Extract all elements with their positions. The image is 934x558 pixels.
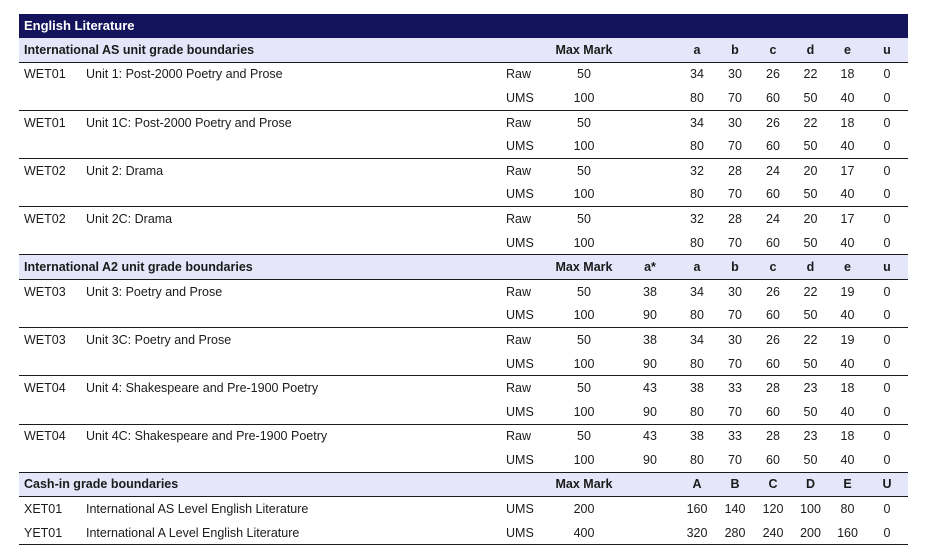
grade-header-empty (622, 472, 678, 497)
boundary-value: 20 (803, 163, 818, 178)
boundary-value: 0 (883, 115, 891, 130)
max-mark: 100 (546, 231, 622, 255)
unit-code: WET04 (24, 381, 66, 396)
max-mark: 100 (546, 304, 622, 328)
max-mark: 50 (577, 332, 591, 347)
mark-type: Raw (506, 115, 532, 130)
boundary-value: 26 (766, 332, 780, 347)
boundary-value: 50 (792, 400, 829, 424)
unit-code: WET02 (24, 163, 66, 178)
empty-cell (19, 352, 86, 376)
boundary-value: 80 (678, 448, 716, 472)
unit-name: Unit 2C: Drama (86, 211, 173, 226)
grade-header: b (716, 255, 754, 280)
max-mark: 100 (546, 448, 622, 472)
boundary-value: 34 (690, 332, 704, 347)
qualification-name: International A Level English Literature (86, 521, 506, 545)
boundary-value: 38 (643, 284, 657, 299)
grade-header: C (754, 472, 792, 497)
table-row (19, 231, 908, 255)
boundary-value: 80 (678, 400, 716, 424)
boundary-value: 70 (716, 183, 754, 207)
boundary-value: 0 (883, 429, 891, 444)
empty-cell (622, 231, 678, 255)
boundary-value: 22 (803, 284, 818, 299)
boundary-value: 0 (883, 502, 891, 517)
empty-cell (86, 352, 506, 376)
empty-cell (622, 62, 678, 86)
boundary-value: 0 (883, 284, 891, 299)
boundary-value: 28 (728, 211, 742, 226)
grade-header: d (792, 38, 829, 62)
grade-header: a* (622, 255, 678, 280)
empty-cell (622, 158, 678, 182)
section-header-row (19, 255, 908, 280)
boundary-value: 80 (678, 352, 716, 376)
boundary-value: 0 (883, 67, 891, 82)
grade-header: c (754, 38, 792, 62)
boundary-value: 70 (716, 231, 754, 255)
boundary-value: 28 (766, 381, 780, 396)
qualification-code: XET01 (24, 502, 63, 517)
unit-code: WET01 (24, 115, 66, 130)
unit-name: Unit 3C: Poetry and Prose (86, 332, 232, 347)
mark-type: Raw (506, 211, 532, 226)
section-heading: Cash-in grade boundaries (19, 472, 546, 497)
table-row (19, 207, 908, 231)
empty-cell (19, 231, 86, 255)
empty-cell (19, 304, 86, 328)
empty-cell (86, 448, 506, 472)
grade-header: e (829, 255, 866, 280)
boundary-value: 0 (883, 163, 891, 178)
boundary-value: 40 (829, 231, 866, 255)
unit-code: WET01 (24, 67, 66, 82)
boundary-value: 200 (792, 521, 829, 545)
table-row (19, 158, 908, 182)
max-mark: 100 (546, 400, 622, 424)
max-mark: 100 (546, 134, 622, 158)
boundary-value: 50 (792, 231, 829, 255)
mark-type: Raw (506, 381, 532, 396)
table-row (19, 86, 908, 110)
boundary-value: 40 (829, 304, 866, 328)
boundary-value: 24 (766, 211, 780, 226)
grade-header: u (866, 255, 908, 280)
empty-cell (86, 231, 506, 255)
boundary-value: 90 (622, 400, 678, 424)
grade-header: u (866, 38, 908, 62)
empty-cell (622, 110, 678, 134)
empty-cell (622, 497, 678, 521)
grade-boundaries-document (19, 14, 908, 545)
mark-type: UMS (506, 521, 546, 545)
grade-header: A (678, 472, 716, 497)
empty-cell (622, 86, 678, 110)
empty-cell (86, 134, 506, 158)
grade-header: E (829, 472, 866, 497)
table-row (19, 448, 908, 472)
boundary-value: 18 (840, 115, 855, 130)
boundary-value: 0 (883, 332, 891, 347)
empty-cell (622, 183, 678, 207)
unit-code: WET02 (24, 211, 66, 226)
boundary-value: 19 (840, 284, 855, 299)
boundary-value: 23 (803, 381, 818, 396)
boundary-value: 50 (792, 134, 829, 158)
boundary-value: 60 (754, 448, 792, 472)
boundary-value: 18 (840, 67, 855, 82)
max-mark: 50 (577, 284, 591, 299)
boundary-value: 22 (803, 67, 818, 82)
max-mark-header: Max Mark (546, 472, 622, 497)
table-row (19, 304, 908, 328)
boundary-value: 38 (690, 381, 704, 396)
max-mark: 50 (577, 163, 591, 178)
boundary-value: 34 (690, 284, 704, 299)
table-row (19, 183, 908, 207)
table-row (19, 376, 908, 400)
boundary-value: 33 (728, 381, 742, 396)
empty-cell (86, 86, 506, 110)
boundary-value: 0 (866, 352, 908, 376)
boundary-value: 50 (792, 183, 829, 207)
boundary-value: 33 (728, 429, 742, 444)
boundary-value: 80 (678, 183, 716, 207)
boundary-value: 32 (690, 163, 704, 178)
subject-title: English Literature (19, 14, 908, 38)
mark-type: Raw (506, 429, 532, 444)
grade-header: B (716, 472, 754, 497)
boundary-value: 22 (803, 332, 818, 347)
empty-cell (19, 448, 86, 472)
boundary-value: 280 (716, 521, 754, 545)
boundary-value: 40 (829, 86, 866, 110)
boundary-value: 0 (866, 304, 908, 328)
boundary-value: 34 (690, 67, 704, 82)
boundary-value: 38 (643, 332, 657, 347)
mark-type: UMS (506, 134, 546, 158)
boundary-value: 18 (840, 429, 855, 444)
mark-type: Raw (506, 163, 532, 178)
boundary-value: 43 (643, 429, 657, 444)
boundary-value: 60 (754, 400, 792, 424)
unit-name: Unit 4C: Shakespeare and Pre-1900 Poetry (86, 429, 328, 444)
boundary-value: 160 (829, 521, 866, 545)
empty-cell (86, 183, 506, 207)
section-heading: International AS unit grade boundaries (19, 38, 546, 62)
mark-type: Raw (506, 284, 532, 299)
boundary-value: 0 (883, 381, 891, 396)
boundary-value: 43 (643, 381, 657, 396)
table-row (19, 424, 908, 448)
boundary-value: 80 (678, 134, 716, 158)
boundary-value: 19 (840, 332, 855, 347)
boundary-value: 70 (716, 86, 754, 110)
grade-boundary-table (19, 38, 908, 545)
table-row (19, 110, 908, 134)
section-header-row (19, 472, 908, 497)
boundary-value: 23 (803, 429, 818, 444)
boundary-value: 0 (866, 183, 908, 207)
boundary-value: 50 (792, 304, 829, 328)
boundary-value: 90 (622, 352, 678, 376)
boundary-value: 100 (800, 502, 821, 517)
table-row (19, 328, 908, 352)
boundary-value: 24 (766, 163, 780, 178)
boundary-value: 60 (754, 352, 792, 376)
boundary-value: 90 (622, 448, 678, 472)
boundary-value: 50 (792, 86, 829, 110)
max-mark: 200 (573, 502, 595, 517)
boundary-value: 0 (866, 521, 908, 545)
boundary-value: 26 (766, 284, 780, 299)
boundary-value: 70 (716, 304, 754, 328)
table-row (19, 279, 908, 303)
mark-type: Raw (506, 67, 532, 82)
boundary-value: 17 (840, 211, 855, 226)
grade-header: d (792, 255, 829, 280)
mark-type: UMS (506, 502, 534, 517)
table-row (19, 134, 908, 158)
boundary-value: 80 (678, 86, 716, 110)
boundary-value: 90 (622, 304, 678, 328)
boundary-value: 40 (829, 448, 866, 472)
boundary-value: 60 (754, 86, 792, 110)
max-mark: 50 (577, 429, 591, 444)
empty-cell (19, 134, 86, 158)
table-row (19, 400, 908, 424)
unit-name: Unit 2: Drama (86, 163, 164, 178)
boundary-value: 30 (728, 332, 742, 347)
boundary-value: 0 (866, 400, 908, 424)
max-mark: 50 (577, 67, 591, 82)
boundary-value: 0 (866, 86, 908, 110)
max-mark: 100 (546, 86, 622, 110)
mark-type: UMS (506, 400, 546, 424)
grade-header-empty (622, 38, 678, 62)
max-mark: 100 (546, 183, 622, 207)
boundary-value: 60 (754, 134, 792, 158)
boundary-value: 28 (728, 163, 742, 178)
boundary-value: 17 (840, 163, 855, 178)
boundary-value: 160 (686, 502, 708, 517)
section-heading: International A2 unit grade boundaries (19, 255, 546, 280)
mark-type: UMS (506, 352, 546, 376)
boundary-value: 70 (716, 448, 754, 472)
unit-name: Unit 1: Post-2000 Poetry and Prose (86, 67, 283, 82)
qualification-code: YET01 (19, 521, 86, 545)
boundary-value: 120 (762, 502, 784, 517)
grade-header: c (754, 255, 792, 280)
boundary-value: 34 (690, 115, 704, 130)
mark-type: UMS (506, 183, 546, 207)
boundary-value: 320 (678, 521, 716, 545)
boundary-value: 70 (716, 134, 754, 158)
mark-type: UMS (506, 448, 546, 472)
unit-code: WET03 (24, 284, 66, 299)
boundary-value: 40 (829, 400, 866, 424)
grade-header: D (792, 472, 829, 497)
grade-header: b (716, 38, 754, 62)
boundary-value: 0 (866, 231, 908, 255)
qualification-name: International AS Level English Literature (86, 502, 309, 517)
boundary-value: 20 (803, 211, 818, 226)
mark-type: UMS (506, 231, 546, 255)
empty-cell (622, 521, 678, 545)
boundary-value: 80 (678, 231, 716, 255)
unit-code: WET03 (24, 332, 66, 347)
mark-type: Raw (506, 332, 532, 347)
boundary-value: 28 (766, 429, 780, 444)
unit-name: Unit 4: Shakespeare and Pre-1900 Poetry (86, 381, 319, 396)
empty-cell (19, 86, 86, 110)
boundary-value: 0 (883, 211, 891, 226)
max-mark-header: Max Mark (546, 255, 622, 280)
grade-header: e (829, 38, 866, 62)
max-mark: 100 (546, 352, 622, 376)
boundary-value: 30 (728, 115, 742, 130)
boundary-value: 40 (829, 183, 866, 207)
boundary-value: 70 (716, 352, 754, 376)
table-row (19, 497, 908, 521)
empty-cell (19, 400, 86, 424)
table-row (19, 62, 908, 86)
grade-header: U (866, 472, 908, 497)
max-mark: 50 (577, 115, 591, 130)
empty-cell (86, 304, 506, 328)
boundary-value: 30 (728, 67, 742, 82)
boundary-value: 30 (728, 284, 742, 299)
boundary-value: 40 (829, 352, 866, 376)
table-row (19, 521, 908, 545)
boundary-value: 80 (678, 304, 716, 328)
boundary-value: 60 (754, 231, 792, 255)
mark-type: UMS (506, 304, 546, 328)
unit-name: Unit 1C: Post-2000 Poetry and Prose (86, 115, 292, 130)
boundary-value: 80 (840, 502, 855, 517)
max-mark: 50 (577, 381, 591, 396)
empty-cell (622, 134, 678, 158)
boundary-value: 18 (840, 381, 855, 396)
grade-header: a (678, 38, 716, 62)
boundary-value: 26 (766, 67, 780, 82)
boundary-value: 240 (754, 521, 792, 545)
unit-code: WET04 (24, 429, 66, 444)
boundary-value: 60 (754, 183, 792, 207)
boundary-value: 50 (792, 352, 829, 376)
boundary-value: 0 (866, 134, 908, 158)
empty-cell (86, 400, 506, 424)
max-mark-header: Max Mark (546, 38, 622, 62)
unit-name: Unit 3: Poetry and Prose (86, 284, 223, 299)
boundary-value: 70 (716, 400, 754, 424)
boundary-value: 140 (724, 502, 746, 517)
empty-cell (19, 183, 86, 207)
grade-header: a (678, 255, 716, 280)
empty-cell (622, 207, 678, 231)
table-row (19, 352, 908, 376)
max-mark: 50 (577, 211, 591, 226)
boundary-value: 60 (754, 304, 792, 328)
boundary-value: 38 (690, 429, 704, 444)
boundary-value: 32 (690, 211, 704, 226)
mark-type: UMS (506, 86, 546, 110)
boundary-value: 26 (766, 115, 780, 130)
boundary-value: 50 (792, 448, 829, 472)
max-mark: 400 (546, 521, 622, 545)
boundary-value: 0 (866, 448, 908, 472)
section-header-row (19, 38, 908, 62)
boundary-value: 40 (829, 134, 866, 158)
boundary-value: 22 (803, 115, 818, 130)
